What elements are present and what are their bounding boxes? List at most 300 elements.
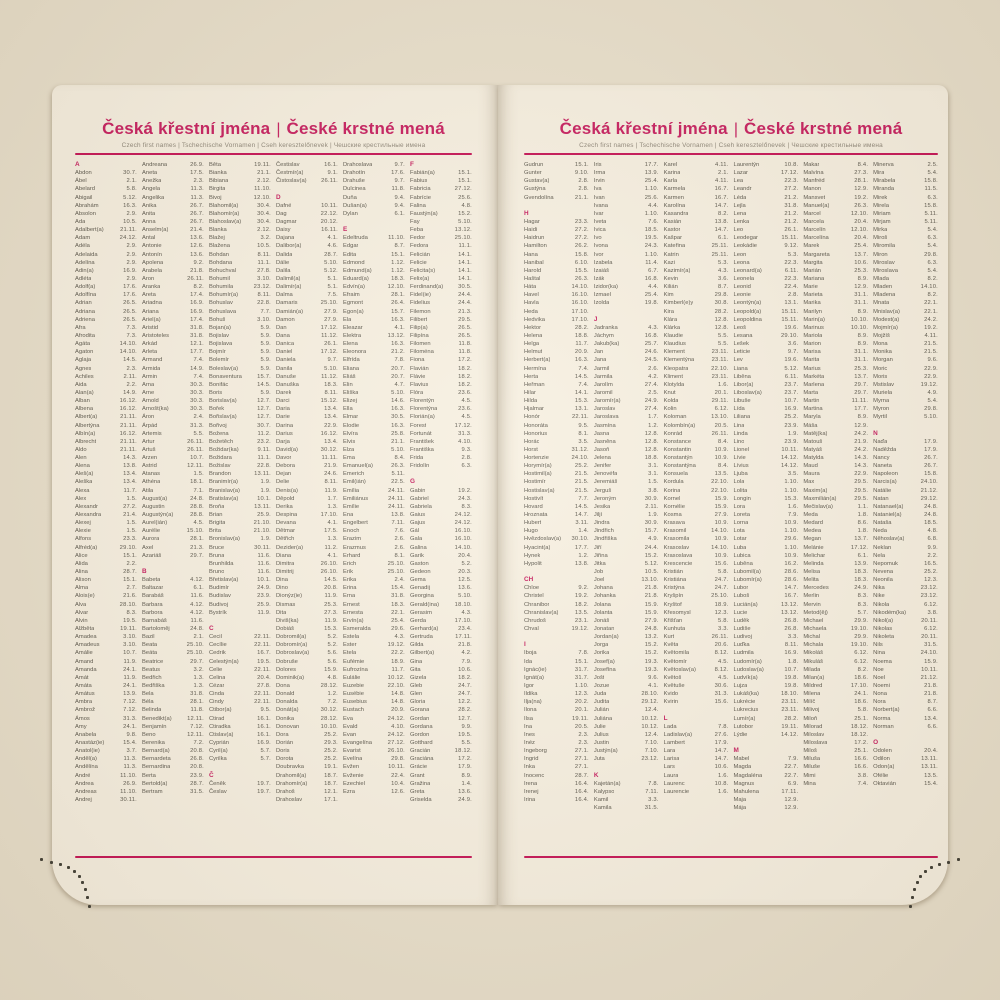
- first-name: Mojmír(a): [873, 324, 898, 331]
- first-name: Eliška: [343, 389, 359, 396]
- first-name: Gotthard: [410, 739, 433, 746]
- section-letter-row: [410, 478, 472, 486]
- nameday-row: [594, 641, 659, 649]
- name-day-date: 1.12.: [391, 259, 405, 266]
- nameday-row: [733, 446, 798, 454]
- nameday-row: [594, 584, 659, 592]
- first-name: Ofélie: [873, 772, 889, 779]
- nameday-row: [276, 454, 338, 462]
- first-name: Marcela: [803, 218, 824, 225]
- name-day-date: 30.10.: [571, 536, 589, 543]
- nameday-row: [873, 446, 938, 454]
- nameday-row: [873, 462, 938, 470]
- nameday-row: [75, 511, 137, 519]
- first-name: Augustin: [142, 503, 165, 510]
- nameday-row: [524, 763, 589, 771]
- first-name: Lujza: [733, 683, 748, 689]
- nameday-row: [594, 332, 659, 340]
- nameday-row: [664, 544, 729, 552]
- nameday-row: [343, 584, 405, 592]
- nameday-row: [276, 316, 338, 324]
- nameday-row: [410, 788, 472, 796]
- first-name: Fortunát: [410, 430, 432, 437]
- name-day-date: 12.3.: [924, 577, 938, 584]
- nameday-row: [524, 161, 589, 169]
- nameday-row: [276, 356, 338, 364]
- first-name: Beata: [142, 642, 158, 649]
- title-separator: |: [276, 121, 281, 138]
- name-day-date: 4.10.: [391, 723, 405, 730]
- first-name: Irina: [524, 796, 536, 803]
- nameday-row: [410, 259, 472, 267]
- name-day-date: 15.8.: [924, 178, 938, 185]
- first-name: Matyáš: [803, 446, 822, 453]
- first-name: Anna: [142, 218, 156, 225]
- first-name: Kasandra: [663, 210, 689, 217]
- nameday-row: [343, 430, 405, 438]
- first-name: Esmeralda: [343, 626, 371, 633]
- name-day-date: 25.10.: [186, 650, 204, 657]
- name-day-date: 11.7.: [123, 487, 137, 494]
- first-name: Božislav: [209, 463, 231, 470]
- nameday-row: [209, 365, 271, 373]
- first-name: Nikodém(ka): [873, 609, 906, 616]
- nameday-row: [75, 348, 137, 356]
- name-day-date: 24.3.: [644, 243, 659, 250]
- name-day-date: 31.3.: [190, 422, 204, 429]
- name-day-date: 11.6.: [190, 617, 204, 624]
- first-name: Grácie: [410, 764, 428, 771]
- name-day-date: 9.11.: [257, 446, 271, 453]
- nameday-row: [410, 324, 472, 332]
- first-name: Helmut: [524, 349, 543, 356]
- nameday-row: [276, 438, 338, 446]
- nameday-row: [209, 185, 271, 193]
- name-day-date: 22.9.: [924, 365, 938, 372]
- name-day-date: 9.7.: [394, 162, 405, 168]
- nameday-row: [733, 535, 798, 543]
- nameday-row: [343, 470, 405, 478]
- first-name: Marián: [803, 267, 822, 274]
- nameday-row: [142, 202, 204, 210]
- nameday-row: [75, 299, 137, 307]
- name-day-date: 29.7.: [854, 381, 869, 388]
- nameday-row: [75, 470, 137, 478]
- name-day-date: 13.4.: [324, 438, 338, 445]
- first-name: Miromila: [873, 243, 896, 250]
- nameday-row: [803, 251, 868, 259]
- first-name: Ezechiel: [343, 780, 365, 787]
- spacer-row: [664, 706, 729, 714]
- nameday-row: [873, 552, 938, 560]
- nameday-row: [873, 202, 938, 210]
- nameday-row: [410, 381, 472, 389]
- name-day-date: 12.8.: [644, 430, 659, 437]
- first-name: Jeremiáš: [593, 479, 618, 486]
- nameday-row: [873, 690, 938, 698]
- name-day-date: 12.10.: [850, 210, 869, 217]
- nameday-row: [410, 462, 472, 470]
- first-name: Myron: [873, 406, 890, 413]
- name-day-date: 3.6.: [787, 341, 799, 348]
- name-day-date: 14.7.: [714, 227, 729, 234]
- name-day-date: 25.3.: [324, 601, 338, 608]
- bottom-rule: [75, 856, 472, 858]
- name-day-date: 24.1.: [123, 666, 137, 673]
- name-day-date: 5.9.: [260, 332, 271, 339]
- nameday-row: [803, 723, 868, 731]
- name-day-date: 30.3.: [190, 406, 204, 413]
- name-day-date: 25.3.: [854, 365, 869, 372]
- first-name: Drahotín: [343, 170, 366, 177]
- first-name: Gloria: [410, 699, 426, 706]
- name-day-date: 11.6.: [257, 552, 271, 559]
- first-name: Lota: [733, 528, 745, 535]
- nameday-row: [209, 723, 271, 731]
- first-name: Oktavián: [873, 780, 897, 787]
- nameday-row: [410, 332, 472, 340]
- nameday-row: [410, 706, 472, 714]
- first-name: Jasmína: [593, 422, 616, 429]
- nameday-row: [594, 731, 659, 739]
- first-name: Kazi: [663, 259, 675, 266]
- name-day-date: 30.3.: [190, 398, 204, 405]
- nameday-row: [664, 690, 729, 698]
- first-name: Magnus: [733, 780, 755, 787]
- first-name: Myrtil: [873, 414, 887, 421]
- nameday-row: [276, 348, 338, 356]
- first-name: Elza: [343, 446, 355, 453]
- first-name: Jolanta: [593, 609, 613, 616]
- nameday-row: [733, 405, 798, 413]
- name-day-date: 13.9.: [123, 691, 137, 698]
- name-day-date: 13.1.: [784, 300, 799, 307]
- first-name: Mona: [873, 341, 888, 348]
- name-day-date: 12.1.: [190, 341, 204, 348]
- name-day-date: 15.8.: [924, 202, 938, 209]
- name-day-date: 25.6.: [644, 194, 659, 201]
- nameday-row: [664, 259, 729, 267]
- name-day-date: 28.7.: [574, 772, 589, 779]
- first-name: Cindy: [209, 699, 224, 706]
- name-day-date: 10.7.: [190, 455, 204, 462]
- name-day-date: 2.9.: [126, 210, 137, 217]
- name-day-date: 3.11.: [575, 520, 589, 527]
- name-day-date: 26.3.: [391, 463, 405, 470]
- nameday-row: [803, 601, 868, 609]
- name-day-date: 12.2.: [458, 699, 472, 706]
- name-day-date: 5.10.: [458, 218, 472, 225]
- first-name: Emília: [343, 487, 360, 494]
- name-day-date: 5.9.: [260, 341, 271, 348]
- name-day-date: 1.6.: [718, 772, 729, 779]
- first-name: Beno: [142, 731, 156, 738]
- first-name: Merlin: [803, 593, 820, 600]
- first-name: Ervín(a): [343, 617, 364, 624]
- first-name: Ábel: [75, 178, 87, 185]
- nameday-row: [873, 299, 938, 307]
- name-day-date: 16.3.: [123, 202, 137, 209]
- nameday-row: [343, 527, 405, 535]
- first-name: Knut: [663, 389, 676, 396]
- nameday-row: [75, 747, 137, 755]
- name-day-date: 5.10.: [324, 259, 338, 266]
- names-column: [410, 161, 472, 839]
- nameday-row: [524, 381, 589, 389]
- first-name: Ela: [343, 316, 352, 323]
- nameday-row: [142, 535, 204, 543]
- nameday-row: [664, 674, 729, 682]
- first-name: Jasněna: [593, 438, 616, 445]
- nameday-row: [410, 674, 472, 682]
- name-day-date: 12.6.: [190, 243, 204, 250]
- first-name: Elvíra: [343, 430, 358, 437]
- nameday-row: [75, 185, 137, 193]
- name-day-date: 10.10.: [850, 324, 869, 331]
- nameday-row: [873, 251, 938, 259]
- first-name: Baltazar: [142, 585, 164, 592]
- nameday-row: [664, 625, 729, 633]
- first-name: Brandon: [209, 471, 231, 478]
- nameday-row: [75, 641, 137, 649]
- first-name: Matěj(ka): [803, 430, 828, 437]
- nameday-row: [276, 161, 338, 169]
- nameday-row: [209, 161, 271, 169]
- name-day-date: 18.9.: [714, 601, 729, 608]
- first-name: Andrej: [75, 796, 92, 803]
- nameday-row: [664, 422, 729, 430]
- first-name: Medard: [803, 520, 823, 527]
- nameday-row: [276, 706, 338, 714]
- name-day-date: 20.1.: [714, 389, 729, 396]
- first-name: Honorius: [524, 430, 548, 437]
- name-day-date: 14.10.: [711, 528, 729, 535]
- first-name: Aleška: [75, 479, 93, 486]
- nameday-row: [873, 381, 938, 389]
- name-day-date: 7.8.: [718, 723, 729, 730]
- name-day-date: 28.2.: [458, 707, 472, 714]
- name-day-date: 24.3.: [458, 495, 472, 502]
- first-name: Filoména: [410, 349, 434, 356]
- first-name: Iva: [593, 186, 602, 193]
- first-name: Lars: [663, 764, 675, 771]
- first-name: Katrin: [663, 251, 679, 258]
- first-name: Milan(a): [803, 674, 825, 681]
- first-name: Drahomír(a): [276, 780, 308, 787]
- nameday-row: [343, 348, 405, 356]
- first-name: Filomen: [410, 341, 431, 348]
- nameday-row: [524, 348, 589, 356]
- first-name: Lora: [733, 503, 746, 510]
- nameday-row: [276, 169, 338, 177]
- name-day-date: 10.4.: [391, 780, 405, 787]
- name-day-date: 23.7.: [784, 389, 799, 396]
- name-day-date: 10.8.: [714, 780, 729, 787]
- name-day-date: 7.7.: [578, 495, 589, 502]
- name-day-date: 16.3.: [574, 357, 589, 364]
- nameday-row: [75, 723, 137, 731]
- name-day-date: 31.7.: [574, 674, 589, 681]
- name-day-date: 7.3.: [126, 324, 137, 331]
- first-name: Neklan: [873, 544, 892, 551]
- name-day-date: 8.3.: [857, 593, 869, 600]
- first-name: Garik: [410, 552, 424, 559]
- first-name: Ingeborg: [524, 748, 547, 755]
- nameday-row: [594, 527, 659, 535]
- spacer-row: [276, 185, 338, 193]
- name-day-date: 15.7.: [257, 373, 271, 380]
- first-name: Noe: [873, 666, 884, 673]
- first-name: Artemis: [142, 430, 162, 437]
- name-day-date: 11.9.: [324, 487, 338, 494]
- nameday-row: [524, 796, 589, 804]
- nameday-row: [873, 715, 938, 723]
- nameday-row: [75, 332, 137, 340]
- first-name: Františka: [410, 446, 434, 453]
- name-day-date: 22.9.: [924, 373, 938, 380]
- name-day-date: 15.1.: [123, 552, 137, 559]
- name-day-date: 2.2.: [927, 552, 938, 559]
- name-day-date: 7.8.: [648, 780, 659, 787]
- name-day-date: 14.10.: [454, 544, 472, 551]
- section-letter: D: [276, 193, 281, 201]
- nameday-row: [803, 780, 868, 788]
- name-day-date: 14.9.: [123, 389, 137, 396]
- nameday-row: [803, 682, 868, 690]
- first-name: Emerich: [343, 471, 365, 478]
- name-day-date: 5.2.: [461, 560, 472, 567]
- first-name: Lukrécie: [733, 699, 756, 706]
- first-name: Karla: [663, 178, 678, 185]
- name-day-date: 28.8.: [190, 503, 204, 510]
- nameday-row: [142, 658, 204, 666]
- name-day-date: 31.5.: [644, 805, 659, 812]
- name-day-date: 13.11.: [254, 471, 271, 478]
- nameday-row: [142, 576, 204, 584]
- nameday-row: [343, 715, 405, 723]
- name-day-date: 4.11.: [715, 162, 729, 168]
- first-name: Modest(a): [873, 316, 900, 323]
- first-name: Armand: [142, 357, 163, 364]
- nameday-row: [276, 218, 338, 226]
- nameday-row: [142, 194, 204, 202]
- first-name: Darina: [276, 422, 294, 429]
- first-name: Adelaida: [75, 251, 98, 258]
- name-day-date: 31.5.: [924, 642, 938, 649]
- first-name: Miloslava: [803, 739, 828, 746]
- nameday-row: [343, 389, 405, 397]
- name-day-date: 4.12.: [190, 601, 204, 608]
- nameday-row: [524, 356, 589, 364]
- nameday-row: [803, 487, 868, 495]
- first-name: Mabel: [733, 756, 750, 763]
- first-name: Galina: [410, 544, 427, 551]
- first-name: Mstislav: [873, 381, 895, 388]
- nameday-row: [142, 666, 204, 674]
- nameday-row: [410, 308, 472, 316]
- name-day-date: 18.5.: [924, 520, 938, 527]
- nameday-row: [410, 454, 472, 462]
- name-day-date: 15.10.: [186, 528, 204, 535]
- nameday-row: [276, 446, 338, 454]
- nameday-row: [75, 666, 137, 674]
- first-name: Axel: [142, 544, 154, 551]
- first-name: Alma: [75, 585, 89, 592]
- name-day-date: 19.8.: [644, 300, 659, 307]
- first-name: Ariadna: [142, 300, 162, 307]
- nameday-row: [524, 226, 589, 234]
- name-day-date: 17.12.: [780, 170, 799, 177]
- name-day-date: 5.4.: [927, 170, 938, 177]
- first-name: Bazil: [142, 634, 155, 641]
- nameday-row: [524, 194, 589, 202]
- nameday-row: [664, 308, 729, 316]
- first-name: Lesana: [733, 332, 753, 339]
- first-name: Leonie: [733, 292, 751, 299]
- name-day-date: 26.5.: [458, 324, 472, 331]
- first-name: Ludiše: [733, 626, 751, 633]
- page-left: [52, 85, 498, 905]
- first-name: Mansvet: [803, 194, 826, 201]
- nameday-row: [75, 430, 137, 438]
- name-day-date: 25.2.: [324, 748, 338, 755]
- first-name: Blanka: [209, 227, 227, 234]
- name-day-date: 24.8.: [924, 512, 938, 519]
- name-day-date: 18.8.: [574, 332, 589, 339]
- nameday-row: [209, 649, 271, 657]
- name-day-date: 1.10.: [644, 210, 659, 217]
- first-name: Lea: [733, 178, 744, 185]
- first-name: Božidar(ka): [209, 446, 239, 453]
- nameday-row: [75, 649, 137, 657]
- name-day-date: 27.8.: [257, 683, 271, 689]
- nameday-row: [524, 552, 589, 560]
- nameday-row: [276, 625, 338, 633]
- name-day-date: 23.2.: [257, 438, 271, 445]
- name-day-date: 21.1.: [574, 194, 589, 201]
- name-day-date: 25.10.: [454, 235, 472, 242]
- first-name: Moris: [873, 373, 888, 380]
- nameday-row: [873, 576, 938, 584]
- name-day-date: 21.9.: [854, 438, 869, 445]
- first-name: Gustýna: [524, 186, 546, 193]
- name-day-date: 17.2.: [854, 739, 869, 746]
- nameday-row: [209, 446, 271, 454]
- name-day-date: 17.12.: [320, 324, 338, 331]
- nameday-row: [343, 609, 405, 617]
- name-day-date: 20.1.: [574, 707, 589, 714]
- name-day-date: 4.5.: [718, 674, 729, 681]
- first-name: Leopold(a): [733, 308, 762, 315]
- first-name: Lada: [663, 723, 677, 730]
- first-name: Izidor(ka): [593, 284, 618, 291]
- nameday-row: [803, 495, 868, 503]
- nameday-row: [664, 755, 729, 763]
- name-day-date: 19.2.: [458, 487, 472, 494]
- name-day-date: 16.1.: [257, 715, 271, 722]
- nameday-row: [410, 592, 472, 600]
- first-name: Darek: [276, 389, 292, 396]
- nameday-row: [343, 373, 405, 381]
- nameday-row: [410, 780, 472, 788]
- name-day-date: 1.9.: [648, 512, 659, 519]
- name-day-date: 25.4.: [644, 292, 659, 299]
- first-name: Něhoslav(a): [873, 536, 905, 543]
- nameday-row: [209, 177, 271, 185]
- first-name: Celestýn(a): [209, 658, 239, 665]
- first-name: Filibert: [410, 316, 428, 323]
- first-name: Bolemír: [209, 357, 229, 364]
